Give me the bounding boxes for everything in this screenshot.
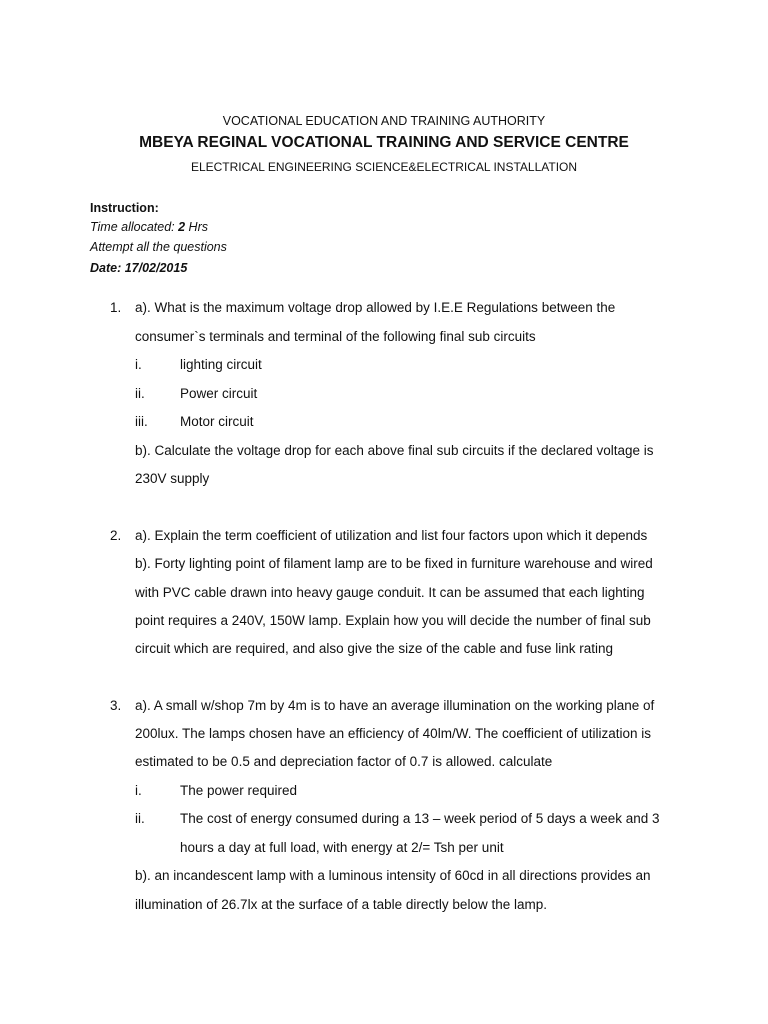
attempt-instruction: Attempt all the questions <box>90 240 227 254</box>
question-3-number: 3. <box>110 698 122 713</box>
question-3-item-roman: ii. <box>135 811 145 826</box>
question-1b-line-2: 230V supply <box>135 471 210 486</box>
time-allocated-value: 2 <box>178 220 186 234</box>
question-3-item-text: The power required <box>180 783 298 798</box>
question-1b-line-1: b). Calculate the voltage drop for each above final sub circuits if the declared voltage is <box>135 443 654 458</box>
question-1-item-roman: iii. <box>135 414 148 429</box>
subject-heading: ELECTRICAL ENGINEERING SCIENCE&ELECTRICAL INSTALLATION <box>190 160 578 174</box>
question-1-item-text: lighting circuit <box>180 357 262 372</box>
question-2-line: b). Forty lighting point of filament lamp are to be fixed in furniture warehouse and wired <box>135 556 653 571</box>
question-1-item-text: Motor circuit <box>180 414 254 429</box>
question-1a-line-2: consumer`s terminals and terminal of the following final sub circuits <box>135 329 536 344</box>
time-allocated <box>90 219 208 235</box>
question-3a-line: a). A small w/shop 7m by 4m is to have an average illumination on the working plane of <box>135 698 655 713</box>
question-3-item-continuation: hours a day at full load, with energy at 2/= Tsh per unit <box>180 840 504 855</box>
question-2-number: 2. <box>110 528 122 543</box>
authority-heading: VOCATIONAL EDUCATION AND TRAINING AUTHORITY <box>222 114 546 128</box>
question-3a-line: estimated to be 0.5 and depreciation factor of 0.7 is allowed. calculate <box>135 754 553 769</box>
question-1-item-roman: i. <box>135 357 142 372</box>
question-3b-line: illumination of 26.7lx at the surface of a table directly below the lamp. <box>135 897 547 912</box>
instruction-heading: Instruction: <box>90 201 159 215</box>
centre-title: MBEYA REGINAL VOCATIONAL TRAINING AND SERVICE CENTRE <box>139 134 629 151</box>
question-3-item-text: The cost of energy consumed during a 13 – week period of 5 days a week and 3 <box>180 811 660 826</box>
question-2-line: a). Explain the term coefficient of utilization and list four factors upon which it depends <box>135 528 648 543</box>
time-allocated-prefix: Time allocated: <box>90 220 179 234</box>
question-3-item-roman: i. <box>135 783 142 798</box>
question-1-number: 1. <box>110 300 122 315</box>
question-1a-line-1: a). What is the maximum voltage drop allowed by I.E.E Regulations between the <box>135 300 616 315</box>
question-1-item-roman: ii. <box>135 386 145 401</box>
question-2-line: circuit which are required, and also give the size of the cable and fuse link rating <box>135 641 614 656</box>
question-3b-line: b). an incandescent lamp with a luminous intensity of 60cd in all directions provides an <box>135 868 651 883</box>
time-allocated-suffix: Hrs <box>185 220 208 234</box>
question-2-line: with PVC cable drawn into heavy gauge conduit. It can be assumed that each lighting <box>135 585 645 600</box>
question-1-item-text: Power circuit <box>180 386 258 401</box>
exam-date: Date: 17/02/2015 <box>90 261 188 275</box>
question-3a-line: 200lux. The lamps chosen have an efficiency of 40lm/W. The coefficient of utilization is <box>135 726 652 741</box>
question-2-line: point requires a 240V, 150W lamp. Explain how you will decide the number of final sub <box>135 613 651 628</box>
